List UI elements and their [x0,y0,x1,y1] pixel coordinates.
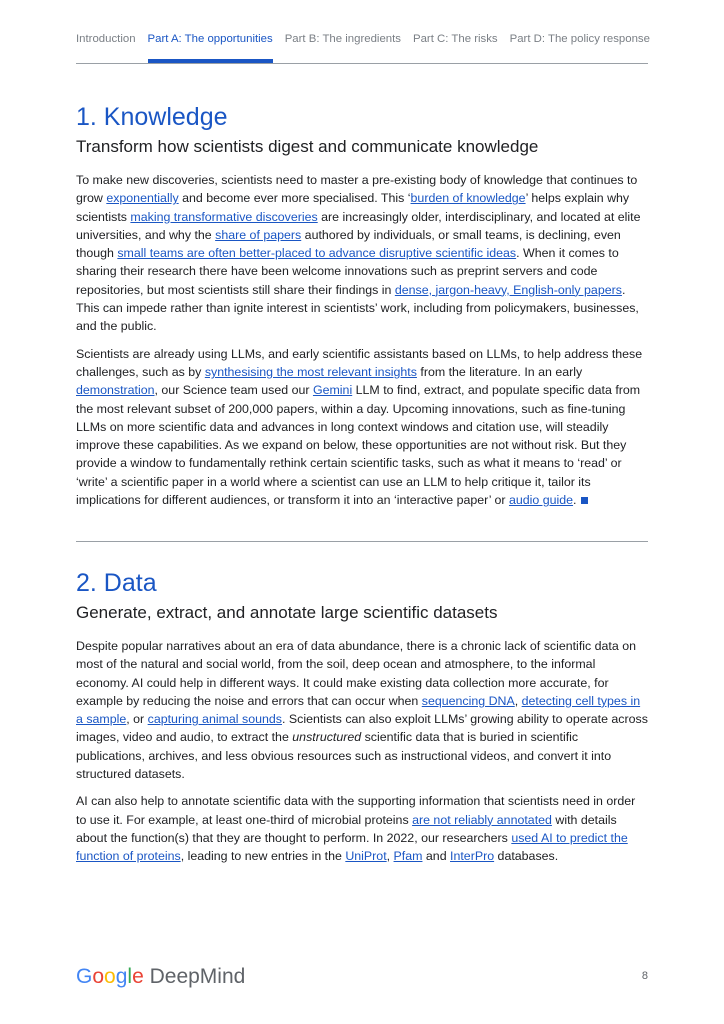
link-gemini[interactable]: Gemini [312,383,353,398]
text-run: . Scientists can also exploit LLMs’ growing ability to operate across images, video and audio, to extract the [76,712,648,745]
tab-part-d-policy-response[interactable]: Part D: The policy response [509,33,650,45]
paragraph [76,345,648,510]
top-navigation [76,30,648,64]
text-run: . When it comes to sharing their research there have been welcome innovations such as preprint servers and code repositories, but most scientists still share their findings in [76,246,619,297]
link-audio-guide[interactable]: audio guide [508,493,574,508]
text-run: LLM to find, extract, and populate specific data from the most relevant subset of 200,000 papers, within a day. Upcoming innovations, such as fine-tuning LLMs on more scientific data and advances in long context windows and citation use, will steadily improve these capabilities. As we expand on below, these opportunities are not without risk. But they provide a window to fundamentally rethink certain scientific tasks, such as what it means to ‘read’ or ‘write’ a scientific paper in a world where a scientist can use an LLM to help critique it, tailor its implications for different audiences, or transform it into an ‘interactive paper’ or [76,383,641,508]
text-run: with details about the function(s) that they are thought to perform. In 2022, our researchers [76,812,617,845]
text-run: Despite popular narratives about an era of data abundance, there is a chronic lack of scientific data on most of the natural and social world, from the soil, deep ocean and atmosphere, to the informal economy. AI could help in different ways. It could make existing data collection more accurate, for example by reducing the noise and errors that can occur when [76,639,636,708]
link-capturing-animal-sounds[interactable]: capturing animal sounds [147,712,282,727]
link-burden-of-knowledge[interactable]: burden of knowledge [410,191,526,206]
paragraph [76,637,648,783]
logo-letter: o [92,965,105,988]
link-used-ai-to-predict-protein-function[interactable]: used AI to predict the function of proteins [76,830,628,864]
link-synthesising-insights[interactable]: synthesising the most relevant insights [204,364,417,379]
link-uniprot[interactable]: UniProt [345,849,387,864]
text-run: and become ever more specialised. This ‘ [178,191,411,206]
text-run: . [573,493,577,508]
text-run: To make new discoveries, scientists need to master a pre-existing body of knowledge that continues to grow [76,173,638,206]
logo-letter: o [104,965,116,988]
text-run: , [514,693,522,708]
text-run: , or [126,712,148,727]
text-run: , our Science team used our [154,383,313,398]
logo-letter: g [115,965,128,988]
section-subtitle: Generate, extract, and annotate large scientific datasets [76,603,498,622]
text-run: ’ helps explain why scientists [76,191,630,224]
tab-part-c-risks[interactable]: Part C: The risks [413,33,498,45]
link-exponentially[interactable]: exponentially [106,191,179,206]
text-run: AI can also help to annotate scientific data with the supporting information that scientists need in order to use it. For example, at least one-third of microbial proteins [76,794,636,827]
page-number: 8 [641,970,648,982]
text-run: authored by individuals, or small teams, is declining, even though [76,227,621,261]
text-run: are increasingly older, interdisciplinary, and located at elite universities, and why the [76,209,641,242]
logo-letter: e [132,965,144,988]
paragraph [76,171,648,336]
link-sequencing-dna[interactable]: sequencing DNA [421,693,515,708]
google-deepmind-logo [76,964,245,990]
link-detecting-cell-types[interactable]: detecting cell types in a sample [76,693,641,727]
section-title: 2. Data [76,569,157,597]
text-run: . This can impede rather than ignite interest in scientists’ work, including from policymakers, businesses, and the public. [76,282,639,334]
logo-letter: l [127,965,133,988]
link-making-transformative-discoveries[interactable]: making transformative discoveries [130,209,318,224]
section-divider [76,541,648,542]
paragraph [76,792,648,865]
knowledge-section [76,101,648,518]
link-not-reliably-annotated[interactable]: are not reliably annotated [412,812,552,827]
tab-introduction[interactable]: Introduction [76,33,136,45]
data-section [76,567,648,875]
end-of-section-square-icon [581,497,588,504]
section-subtitle: Transform how scientists digest and communicate knowledge [76,137,539,156]
link-share-of-papers[interactable]: share of papers [215,227,302,242]
link-small-teams[interactable]: small teams are often better-placed to advance disruptive scientific ideas [117,246,517,261]
text-run: , [386,849,394,864]
text-run: from the literature. In an early [416,364,583,379]
link-interpro[interactable]: InterPro [450,849,495,864]
link-pfam[interactable]: Pfam [393,849,423,864]
text-run: scientific data that is buried in scientific publications, archives, and less obvious resources such as instructional videos, and convert it into structured datasets. [76,730,612,782]
text-run: databases. [494,849,559,864]
text-run: Scientists are already using LLMs, and early scientific assistants based on LLMs, to help address these challenges, such as by [76,346,643,379]
logo-deepmind-text: DeepMind [143,965,246,988]
logo-letter: G [76,965,93,988]
tab-part-b-ingredients[interactable]: Part B: The ingredients [284,33,401,45]
text-run: and [422,849,451,864]
link-demonstration[interactable]: demonstration [76,383,155,398]
link-dense-jargon-heavy-papers[interactable]: dense, jargon-heavy, English-only papers [394,282,622,297]
tab-part-a-opportunities[interactable]: Part A: The opportunities [148,30,273,63]
text-run: , leading to new entries in the [180,849,346,864]
emphasis-text: unstructured [292,730,362,745]
section-title: 1. Knowledge [76,103,228,131]
